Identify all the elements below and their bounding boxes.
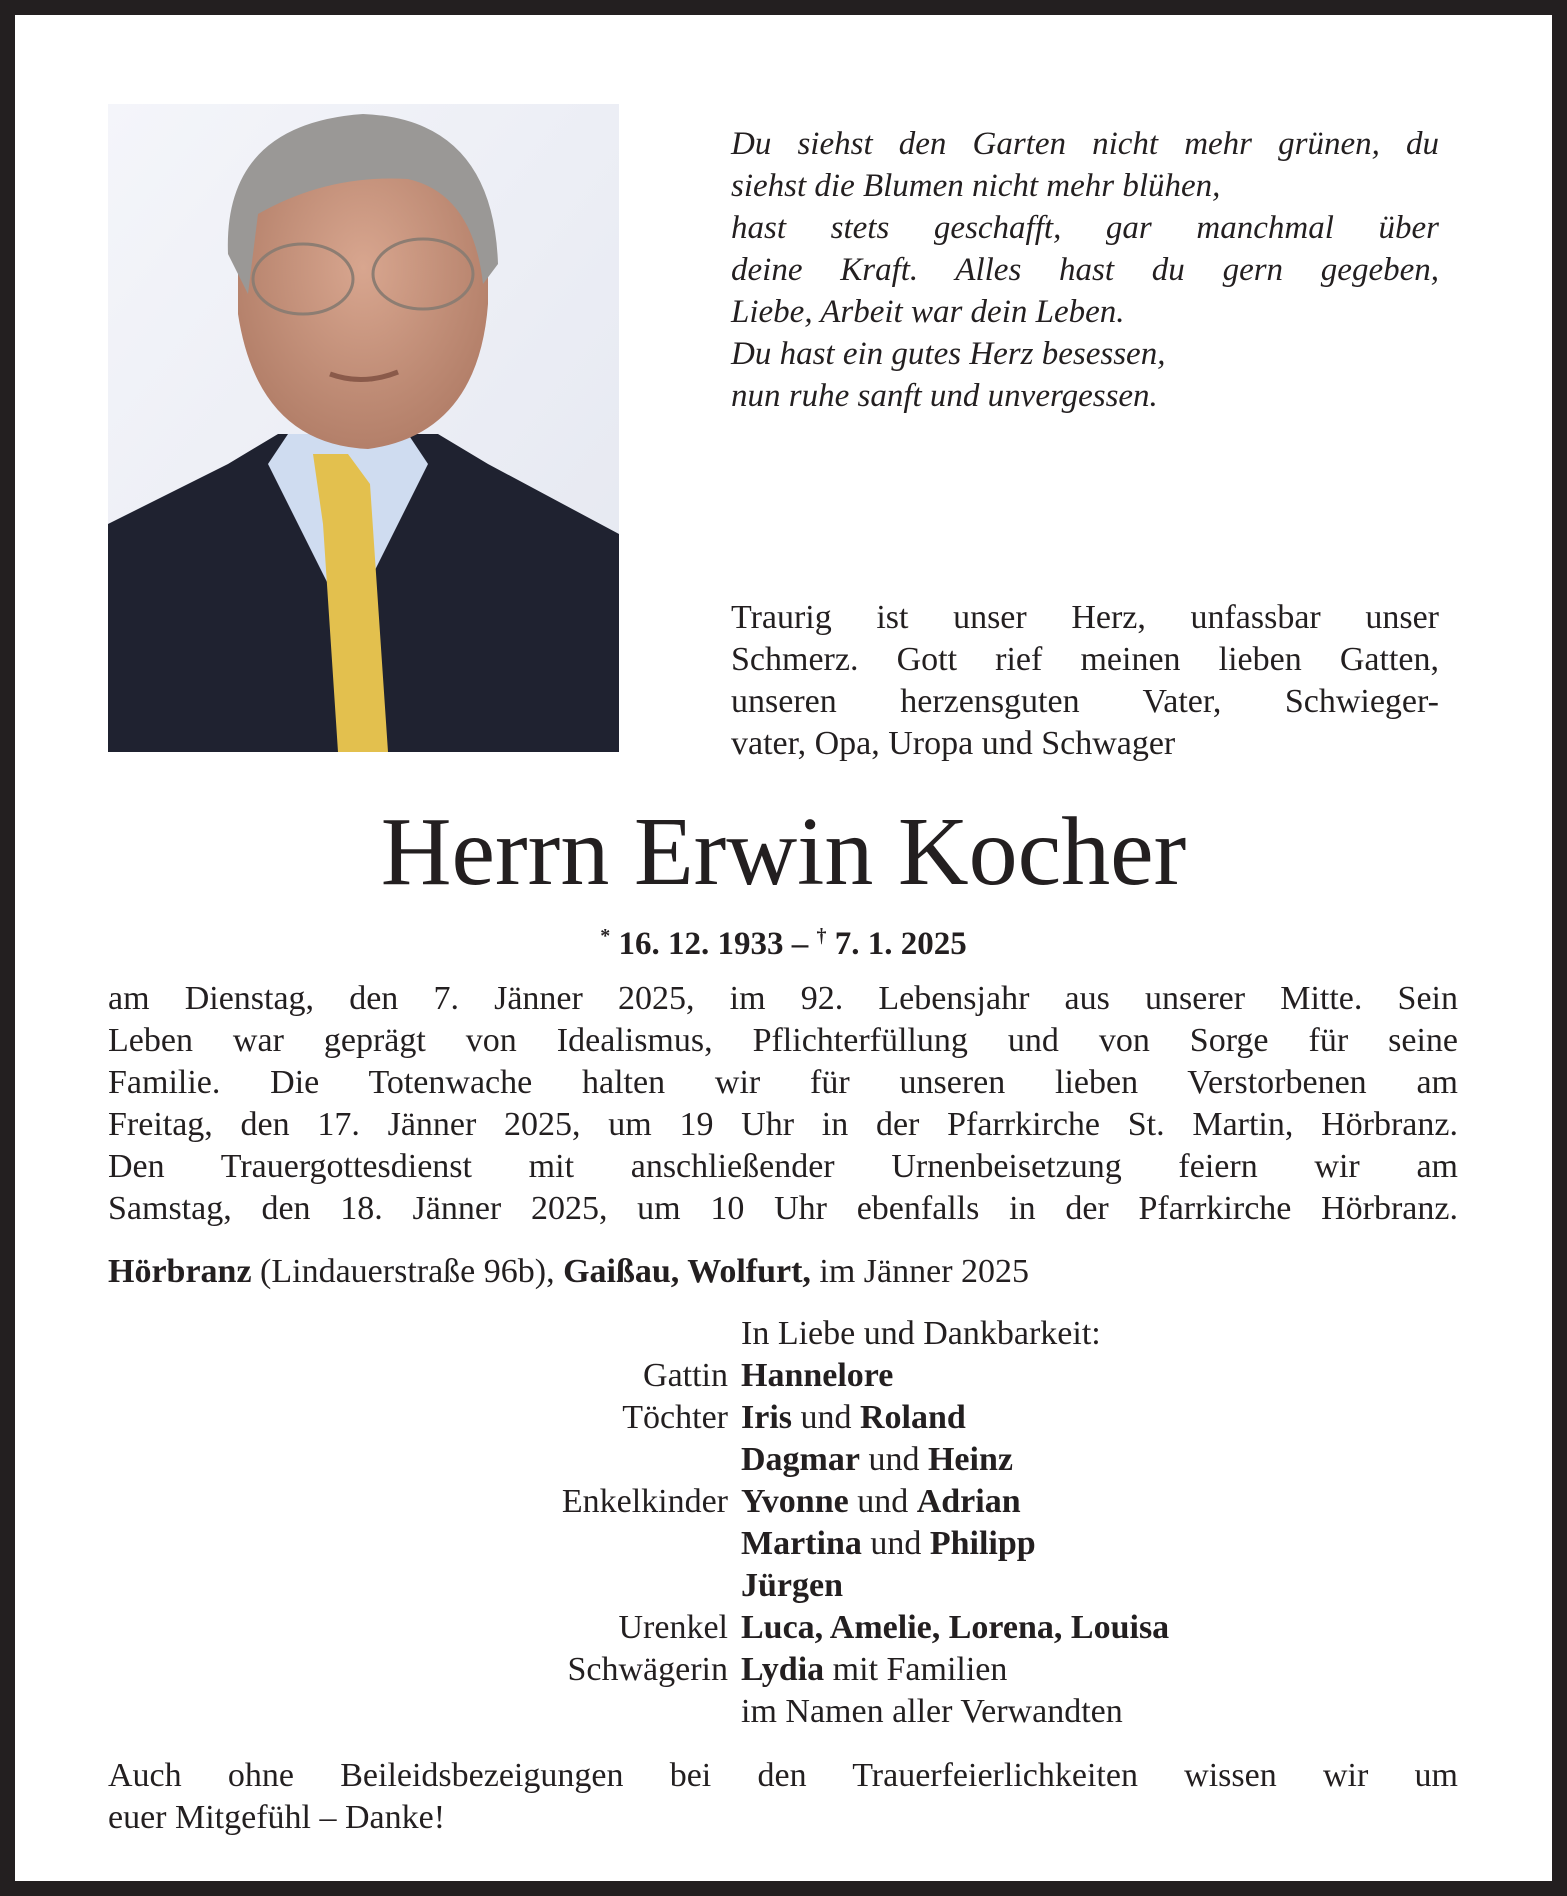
closing-line: euer Mitgefühl – Danke!: [108, 1799, 446, 1836]
poem-line: Liebe, Arbeit war dein Leben.: [731, 294, 1125, 330]
death-date: 7. 1. 2025: [834, 926, 967, 962]
birth-date: 16. 12. 1933: [618, 926, 784, 962]
poem-line: hast stets geschafft, gar manchmal über: [731, 210, 1439, 246]
family-row: [15, 1355, 1552, 1397]
poem-line: Du siehst den Garten nicht mehr grünen, du: [731, 126, 1439, 162]
memorial-poem: [731, 123, 1439, 417]
family-row: [15, 1565, 1552, 1607]
family-row: [15, 1481, 1552, 1523]
family-name: Martina: [741, 1525, 862, 1562]
family-row: [15, 1649, 1552, 1691]
connector: und: [848, 1483, 917, 1520]
announcement-text: [108, 978, 1458, 1230]
intro-line: Schmerz. Gott rief meinen lieben Gatten,: [731, 641, 1439, 678]
portrait-image: [108, 104, 619, 752]
relation-label: Enkelkinder: [561, 1483, 728, 1520]
obituary-page: [15, 15, 1552, 1881]
family-name: Jürgen: [741, 1567, 843, 1604]
poem-line: nun ruhe sanft und unvergessen.: [731, 378, 1158, 414]
intro-line: Traurig ist unser Herz, unfassbar unser: [731, 599, 1439, 636]
deceased-name: Herrn Erwin Kocher: [380, 798, 1187, 906]
closing-note: [108, 1755, 1458, 1839]
body-line: Den Trauergottesdienst mit anschließender Urnenbeisetzung feiern wir am: [108, 1148, 1458, 1185]
portrait-photo: [108, 104, 619, 752]
family-row: [15, 1397, 1552, 1439]
place-others: Gaißau, Wolfurt,: [563, 1253, 811, 1290]
relation-label: Gattin: [643, 1357, 728, 1394]
family-row: [15, 1523, 1552, 1565]
relation-label: [15, 1439, 741, 1481]
relation-label: Töchter: [622, 1399, 728, 1436]
poem-line: deine Kraft. Alles hast du gern gegeben,: [731, 252, 1439, 288]
family-name: Dagmar: [741, 1441, 860, 1478]
family-row: [15, 1607, 1552, 1649]
relation-label: Urenkel: [618, 1609, 728, 1646]
relation-label: [15, 1523, 741, 1565]
family-name: Adrian: [916, 1483, 1021, 1520]
family-name: Iris: [741, 1399, 792, 1436]
relation-label: Schwägerin: [567, 1651, 728, 1688]
life-dates: [15, 915, 1552, 965]
connector: und: [792, 1399, 860, 1436]
relation-label: [15, 1565, 741, 1607]
body-line: Familie. Die Totenwache halten wir für unseren lieben Verstorbenen am: [108, 1064, 1458, 1101]
body-line: Freitag, den 17. Jänner 2025, um 19 Uhr in der Pfarrkirche St. Martin, Hörbranz.: [108, 1106, 1458, 1143]
family-name: Yvonne: [741, 1483, 849, 1520]
relation-label: [15, 1691, 741, 1733]
place-hoerbranz: Hörbranz: [108, 1253, 252, 1290]
family-row: [15, 1439, 1552, 1481]
connector: und: [861, 1525, 930, 1562]
poem-line: Du hast ein gutes Herz besessen,: [731, 336, 1166, 372]
family-heading: In Liebe und Dankbarkeit:: [741, 1315, 1101, 1352]
intro-line: unseren herzensguten Vater, Schwieger-: [731, 683, 1439, 720]
intro-line: vater, Opa, Uropa und Schwager: [731, 725, 1176, 762]
family-name: Hannelore: [741, 1357, 894, 1394]
family-list: [15, 1313, 1552, 1733]
body-line: am Dienstag, den 7. Jänner 2025, im 92. Lebensjahr aus unserer Mitte. Sein: [108, 980, 1458, 1017]
closing-line: Auch ohne Beileidsbezeigungen bei den Trauerfeierlichkeiten wissen wir um: [108, 1757, 1458, 1794]
family-name: Lydia: [741, 1651, 825, 1688]
body-line: Samstag, den 18. Jänner 2025, um 10 Uhr ebenfalls in der Pfarrkirche Hörbranz.: [108, 1190, 1458, 1227]
date-separator: –: [783, 926, 817, 962]
body-line: Leben war geprägt von Idealismus, Pflichterfüllung und von Sorge für seine: [108, 1022, 1458, 1059]
family-name: Philipp: [929, 1525, 1036, 1562]
family-name: Roland: [860, 1399, 966, 1436]
family-name: Luca, Amelie, Lorena, Louisa: [741, 1609, 1170, 1646]
intro-text: [731, 597, 1439, 765]
death-symbol: †: [816, 925, 827, 947]
family-row: [15, 1691, 1552, 1733]
place-date-line: [108, 1251, 1029, 1293]
poem-line: siehst die Blumen nicht mehr blühen,: [731, 168, 1221, 204]
address: (Lindauerstraße 96b),: [251, 1253, 564, 1290]
closing-phrase: im Namen aller Verwandten: [741, 1693, 1123, 1730]
birth-symbol: *: [600, 925, 611, 947]
family-name: Heinz: [927, 1441, 1013, 1478]
connector: mit Familien: [824, 1651, 1008, 1688]
month-year: im Jänner 2025: [810, 1253, 1030, 1290]
connector: und: [859, 1441, 928, 1478]
